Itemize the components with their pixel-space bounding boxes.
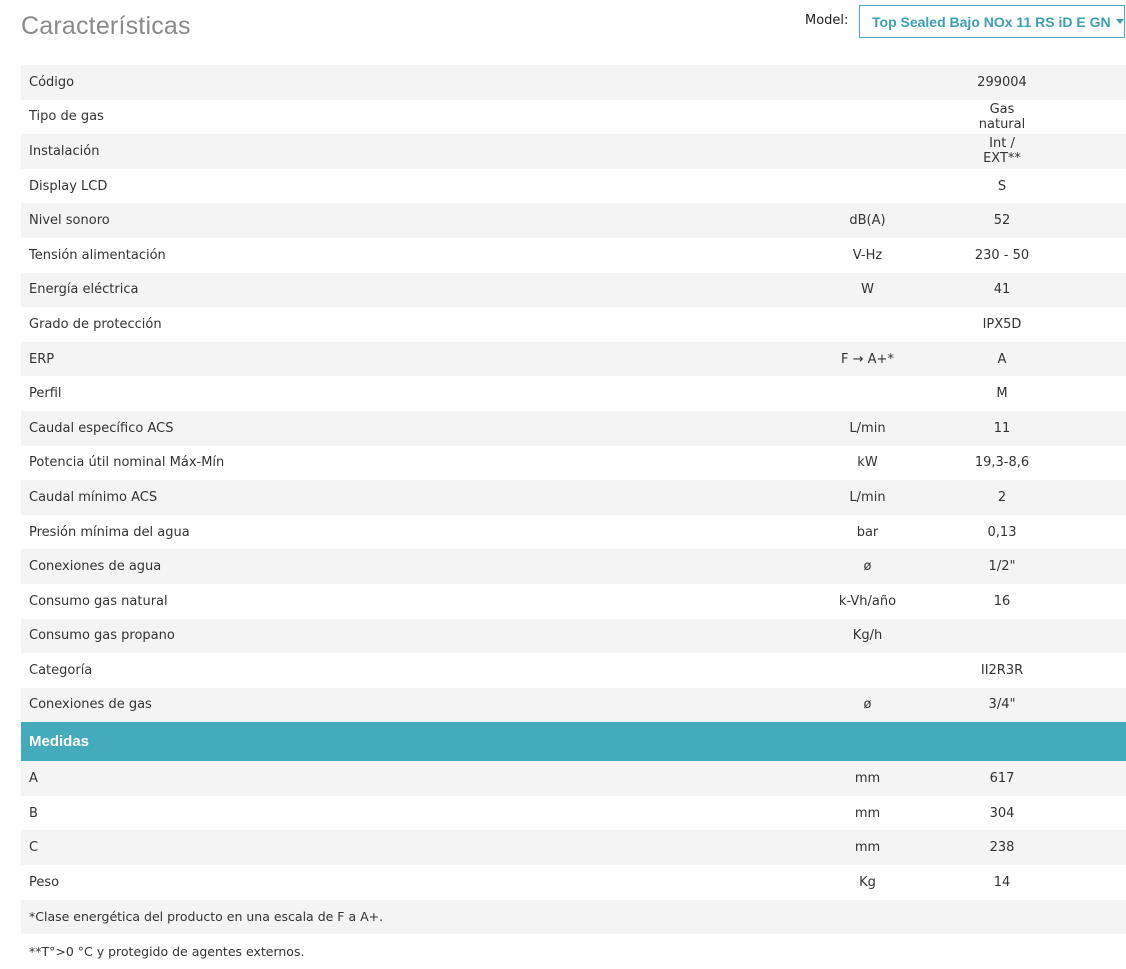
row-unit: W bbox=[861, 282, 874, 298]
row-value: Int / EXT** bbox=[983, 136, 1021, 167]
row-value: 299004 bbox=[977, 74, 1027, 90]
row-value: 304 bbox=[989, 805, 1015, 821]
row-value: 14 bbox=[993, 874, 1011, 890]
row-label: Caudal mínimo ACS bbox=[29, 489, 158, 505]
table-row bbox=[21, 830, 1126, 865]
row-value: 11 bbox=[993, 420, 1011, 436]
row-label: ERP bbox=[29, 351, 55, 367]
table-row bbox=[21, 100, 1126, 135]
row-unit: dB(A) bbox=[849, 213, 886, 229]
row-label: Instalación bbox=[29, 143, 100, 159]
section-header-medidas: Medidas bbox=[21, 722, 1126, 761]
row-unit: ø bbox=[863, 697, 872, 713]
row-label: Presión mínima del agua bbox=[29, 524, 190, 540]
table-row bbox=[21, 584, 1126, 619]
row-unit: mm bbox=[854, 805, 881, 821]
table-row bbox=[21, 134, 1126, 169]
table-row bbox=[21, 549, 1126, 584]
row-value: II2R3R bbox=[980, 662, 1024, 678]
footnote: **T°>0 °C y protegido de agentes externos. bbox=[29, 944, 305, 960]
row-value: 41 bbox=[993, 282, 1011, 298]
row-label: Energía eléctrica bbox=[29, 282, 139, 298]
table-row bbox=[21, 342, 1126, 377]
row-value: 230 - 50 bbox=[974, 247, 1030, 263]
row-value: IPX5D bbox=[982, 316, 1022, 332]
row-unit: L/min bbox=[849, 489, 886, 505]
footnote: *Clase energética del producto en una escala de F a A+. bbox=[21, 900, 1126, 935]
row-value: 3/4" bbox=[988, 697, 1016, 713]
row-label: Tipo de gas bbox=[29, 109, 104, 125]
row-value: S bbox=[997, 178, 1007, 194]
table-row bbox=[21, 688, 1126, 723]
spec-table bbox=[21, 65, 1126, 969]
row-label: Conexiones de agua bbox=[29, 559, 162, 575]
row-unit: V-Hz bbox=[852, 247, 883, 263]
table-row bbox=[21, 65, 1126, 100]
chevron-down-icon bbox=[1116, 19, 1124, 24]
row-label: Display LCD bbox=[29, 178, 108, 194]
row-label: Código bbox=[29, 74, 75, 90]
table-row bbox=[21, 238, 1126, 273]
table-row bbox=[21, 203, 1126, 238]
row-label: Potencia útil nominal Máx-Mín bbox=[29, 455, 225, 471]
row-unit: mm bbox=[854, 771, 881, 787]
row-label: Caudal específico ACS bbox=[29, 420, 174, 436]
row-value: 16 bbox=[993, 593, 1011, 609]
table-row bbox=[21, 619, 1126, 654]
table-row bbox=[21, 376, 1126, 411]
model-label: Model: bbox=[805, 13, 849, 28]
row-unit: Kg/h bbox=[852, 628, 883, 644]
row-label: Conexiones de gas bbox=[29, 697, 152, 713]
row-value: 19,3-8,6 bbox=[974, 455, 1030, 471]
table-row bbox=[21, 411, 1126, 446]
row-label: B bbox=[29, 805, 38, 821]
row-label: Tensión alimentación bbox=[29, 247, 166, 263]
table-row bbox=[21, 169, 1126, 204]
page-title: Características bbox=[21, 12, 191, 40]
table-row bbox=[21, 796, 1126, 831]
table-row bbox=[21, 446, 1126, 481]
row-unit: F → A+* bbox=[841, 351, 894, 367]
row-label: Nivel sonoro bbox=[29, 213, 110, 229]
row-label: A bbox=[29, 771, 38, 787]
row-label: Peso bbox=[29, 874, 60, 890]
row-value: 1/2" bbox=[988, 559, 1016, 575]
table-row bbox=[21, 761, 1126, 796]
row-value: 617 bbox=[989, 771, 1015, 787]
row-label: Perfil bbox=[29, 386, 62, 402]
row-label: Consumo gas propano bbox=[29, 628, 175, 644]
footnotes bbox=[21, 900, 1126, 969]
model-selected-value: Top Sealed Bajo NOx 11 RS iD E GN bbox=[872, 13, 1111, 30]
table-row bbox=[21, 307, 1126, 342]
row-value: A bbox=[997, 351, 1007, 367]
row-unit: kW bbox=[857, 455, 878, 471]
row-unit: L/min bbox=[849, 420, 886, 436]
row-unit: mm bbox=[854, 840, 881, 856]
row-value: 0,13 bbox=[987, 524, 1017, 540]
measure-rows bbox=[21, 761, 1126, 899]
table-row bbox=[21, 273, 1126, 308]
row-value: Gas natural bbox=[978, 101, 1026, 132]
row-unit: k-Vh/año bbox=[838, 593, 897, 609]
table-row bbox=[21, 515, 1126, 550]
row-unit: bar bbox=[856, 524, 879, 540]
spec-rows bbox=[21, 65, 1126, 722]
table-row bbox=[21, 480, 1126, 515]
row-unit: Kg bbox=[859, 874, 876, 890]
table-row bbox=[21, 865, 1126, 900]
row-unit: ø bbox=[863, 559, 872, 575]
row-value: 52 bbox=[993, 213, 1011, 229]
row-value: 2 bbox=[997, 489, 1007, 505]
row-label: Categoría bbox=[29, 662, 93, 678]
row-value: M bbox=[996, 386, 1008, 402]
row-label: Consumo gas natural bbox=[29, 593, 168, 609]
model-dropdown[interactable] bbox=[859, 5, 1125, 38]
row-value: 238 bbox=[989, 840, 1015, 856]
row-label: C bbox=[29, 840, 39, 856]
row-label: Grado de protección bbox=[29, 316, 162, 332]
table-row bbox=[21, 653, 1126, 688]
